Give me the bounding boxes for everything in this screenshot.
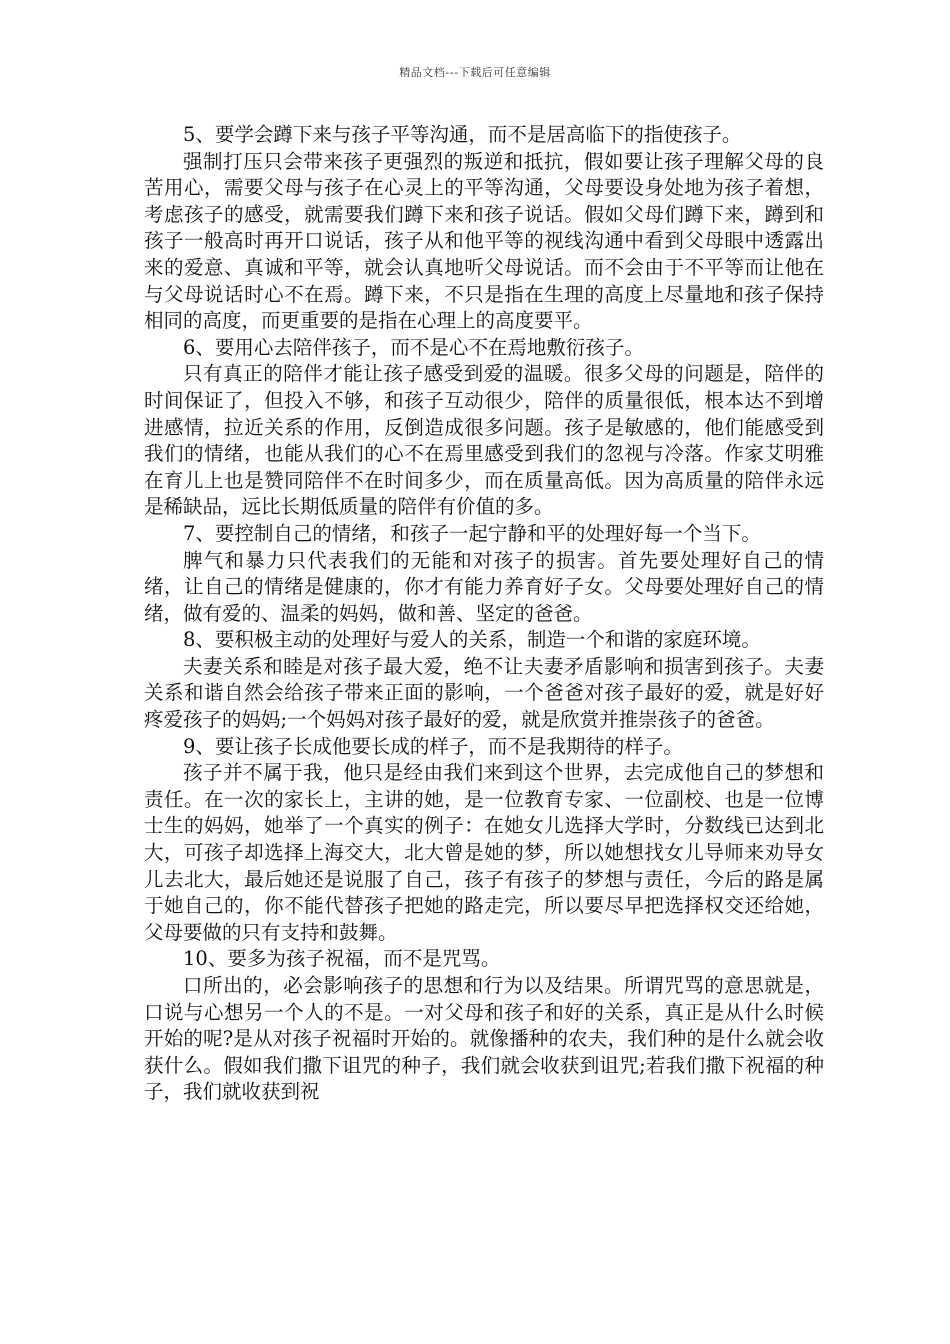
section-heading-7: 7、要控制自己的情绪，和孩子一起宁静和平的处理好每一个当下。 [183,521,761,545]
section-heading-10: 10、要多为孩子祝福，而不是咒骂。 [183,947,501,971]
section-heading-8: 8、要积极主动的处理好与爱人的关系，制造一个和谐的家庭环境。 [183,628,761,652]
section-heading-5: 5、要学会蹲下来与孩子平等沟通，而不是居高临下的指使孩子。 [183,123,742,146]
paragraph: 口所出的，必会影响孩子的思想和行为以及结果。所谓咒骂的意思就是，口说与心想另一个人的不是。一对父母和孩子和好的关系，真正是从什么时候开始的呢?是从对孩子祝福时开始的。就像播种的农夫，我们种的是什么就会收获什么。假如我们撒下诅咒的种子，我们就会收获到诅咒;若我们撒下祝福的种子，我们就收获到祝 [144,974,824,1104]
section-heading-6: 6、要用心去陪伴孩子，而不是心不在焉地敷衍孩子。 [183,335,644,359]
section-heading-9: 9、要让孩子长成他要长成的样子，而不是我期待的样子。 [183,734,683,758]
paragraph: 强制打压只会带来孩子更强烈的叛逆和抵抗，假如要让孩子理解父母的良苦用心，需要父母与孩子在心灵上的平等沟通，父母要设身处地为孩子着想，考虑孩子的感受，就需要我们蹲下来和孩子说话。假如父母们蹲下来，蹲到和孩子一般高时再开口说话，孩子从和他平等的视线沟通中看到父母眼中透露出来的爱意、真诚和平等，就会认真地听父母说话。而不会由于不平等而让他在与父母说话时心不在焉。蹲下来，不只是指在生理的高度上尽量地和孩子保持相同的高度，而更重要的是指在心理上的高度要平。 [144,149,824,333]
page-header: 精品文档---下载后可任意编辑 [399,66,551,79]
paragraph: 孩子并不属于我，他只是经由我们来到这个世界，去完成他自己的梦想和责任。在一次的家长上，主讲的她，是一位教育专家、一位副校、也是一位博士生的妈妈，她举了一个真实的例子：在她女儿选择大学时，分数线已达到北大，可孩子却选择上海交大，北大曾是她的梦，所以她想找女儿导师来劝导女儿去北大，最后她还是说服了自己，孩子有孩子的梦想与责任，今后的路是属于她自己的，你不能代替孩子把她的路走完，所以要尽早把选择权交还给她，父母要做的只有支持和鼓舞。 [144,761,824,944]
document-body [144,122,824,1106]
paragraph: 夫妻关系和睦是对孩子最大爱，绝不让夫妻矛盾影响和损害到孩子。夫妻关系和谐自然会给孩子带来正面的影响，一个爸爸对孩子最好的爱，就是好好疼爱孩子的妈妈;一个妈妈对孩子最好的爱，就是欣赏并推崇孩子的爸爸。 [144,654,824,732]
paragraph: 脾气和暴力只代表我们的无能和对孩子的损害。首先要处理好自己的情绪，让自己的情绪是健康的，你才有能力养育好子女。父母要处理好自己的情绪，做有爱的、温柔的妈妈，做和善、坚定的爸爸。 [144,548,824,625]
paragraph: 只有真正的陪伴才能让孩子感受到爱的温暖。很多父母的问题是，陪伴的时间保证了，但投入不够，和孩子互动很少，陪伴的质量很低，根本达不到增进感情，拉近关系的作用，反倒造成很多问题。孩子是敏感的，他们能感受到我们的情绪，也能从我们的心不在焉里感受到我们的忽视与冷落。作家艾明雅在育儿上也是赞同陪伴不在时间多少，而在质量高低。因为高质量的陪伴永远是稀缺品，远比长期低质量的陪伴有价值的多。 [144,362,824,519]
